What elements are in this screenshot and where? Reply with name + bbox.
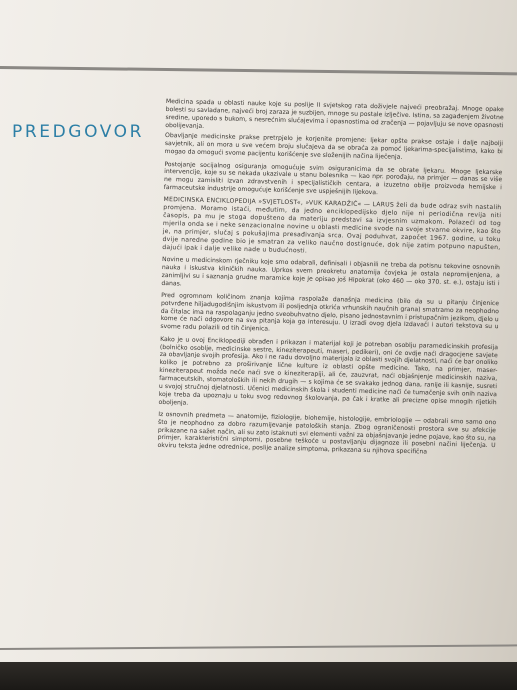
paragraph-7: Kako je u ovoj Enciklopediji obrađen i prikazan i materijal koji je potreban osoblju paramedicinskih profesija (bolničko osoblje, medicinske sestre, kineziterapeuti, maseri, pedikeri), oni će ovdje naći dragocjene savjete za obavljanje svojih profesija. Ako i ne radu dovoljno materijala iz oblasti svojih djelatnosti, naći će bar onoliko koliko je potrebno za proširivanje lične kulture iz oblasti opšte medicine. Tako, na primjer, maser-kineziterapeut možda neće naći sve o kineziterapiji, ali će, zauzvrat, naći objašnjenje medicinskih naziva, farmaceutskih, stomatoloških ili nekih drugih — s kojima će se svakako jednog dana, ranije ili kasnije, susreti u svojoj stručnoj djelatnosti. Učenici medicinskih škola i studenti medicine naći će tumačenje svih onih naziva koje treba da upoznaju u toku svog redovnog školovanja, pa čak i kratke ali precizne opise mnogih rijetkih oboljenja. [158,335,499,407]
paragraph-2: Obavljanje medicinske prakse pretrpjelo je korjenite promjene: ljekar opšte prakse ostaje i dalje najbolji savjetnik, ali on mora u sve većem broju slučajeva da se obraća za pomoć ljekarima-specijalistima, kako bi mogao da omogući svome pacijentu korišćenje sve složenijih načina liječenja. [164,132,504,161]
paragraph-3: Postojanje socijalnog osiguranja omogućuje svim osiguranicima da se obrate ljekaru. Mnoge ljekarske intervencije, koje su se nekada ukazivale u stanu bolesnika — kao npr. porođaju, na primjer — danas se više ne mogu zamisliti izvan zdravstvenih i specijalističkih centara, a izuzetno obilje proizvoda hemijske i farmaceutske industrije omogućuje korišćenje sve uspješnijih lijekova. [163,160,503,197]
paragraph-8: Iz osnovnih predmeta — anatomije, fiziologije, biohemije, histologije, embriologije — odabrali smo samo ono što je neophodno za dobro razumijevanje patoloških stanja. Zbog ograničenosti prostora sve su afekcije prikazane na sažet način, ali su zato istaknuti svi elementi važni za objašnjavanje jedne pojave, kao što su, na primjer, karakteristični simptomi, posebne teškoće u postavljanju dijagnoze ili posebni načini liječenja. U okviru teksta jedne odrednice, poslije analize simptoma, prikazana su njihova specifična [157,410,497,456]
top-rule [0,66,517,75]
paragraph-6: Pred ogromnom količinom znanja kojima raspolaže današnja medicina (bilo da su u pitanju činjenice potvrđene hiljadugodišnjim iskustvom ili posljednja otkrića vrhunskih naučnih grana) smatramo za neophodno da čitalac ima na raspolaganju jedno sveobuhvatno djelo, pisano jednostavnim i pristupačnim jezikom, djelo u kome će naći odgovore na sva pitanja koja ga interesuju. U izradi ovog djela Izdavači i autori tekstova su u svome radu polazili od tih činjenica. [160,291,500,333]
page-heading: PREDGOVOR [12,122,145,142]
table-surface [0,662,517,690]
paragraph-4: MEDICINSKA ENCIKLOPEDIJA »SVJETLOST«, »VUK KARADŽIĆ« — LARUS želi da bude odraz svih nastalih promjena. Moramo istaći, međutim, da jedno enciklopedijsko djelo nije ni periodična revija niti časopis, pa mu je stoga dopušteno da materiju predstavi sa izvjesnim uzmakom. Polazeći od tog mjerila onda se i neke senzacionalne novine u oblasti medicine svode na svoje stvarne okvire, kao što je, na primjer, slučaj s pokušajima presađivanja srca. Ovaj poduhvat, započet 1967. godine, u toku dvije naredne godine bio je smatran za veliko naučno dostignuće, dok nije zatim potpuno napušten, dajući ipak i dalje velike nade u budućnosti. [162,196,502,255]
paragraph-1: Medicina spada u oblasti nauke koje su poslije II svjetskog rata doživjele najveći preobražaj. Mnoge opake bolesti su savladane, najveći broj zaraza je suzbijen, mnoge su postale izlječive. Istina, sa zagađenjem životne sredine, uporedo s bukom, s nesrećnim slučajevima i opasnostima od zračenja — pojavljuju se nove opasnosti obolijevanja. [165,98,504,130]
paragraph-5: Novine u medicinskom rječniku koje smo odabrali, definisali i objasnili ne treba da potisnu tekovine osnovnih nauka i iskustva kliničkih nauka. Uprkos svem preokretu anatomija čovjeka je ostala nepromijenjena, a zanimljivi su i saznanja grudne maramice koje je opisao još Hipokrat (oko 460 — oko 370. st. e.), ostaju isti i danas. [161,255,501,287]
bottom-rule [0,644,517,650]
body-text [157,98,504,463]
